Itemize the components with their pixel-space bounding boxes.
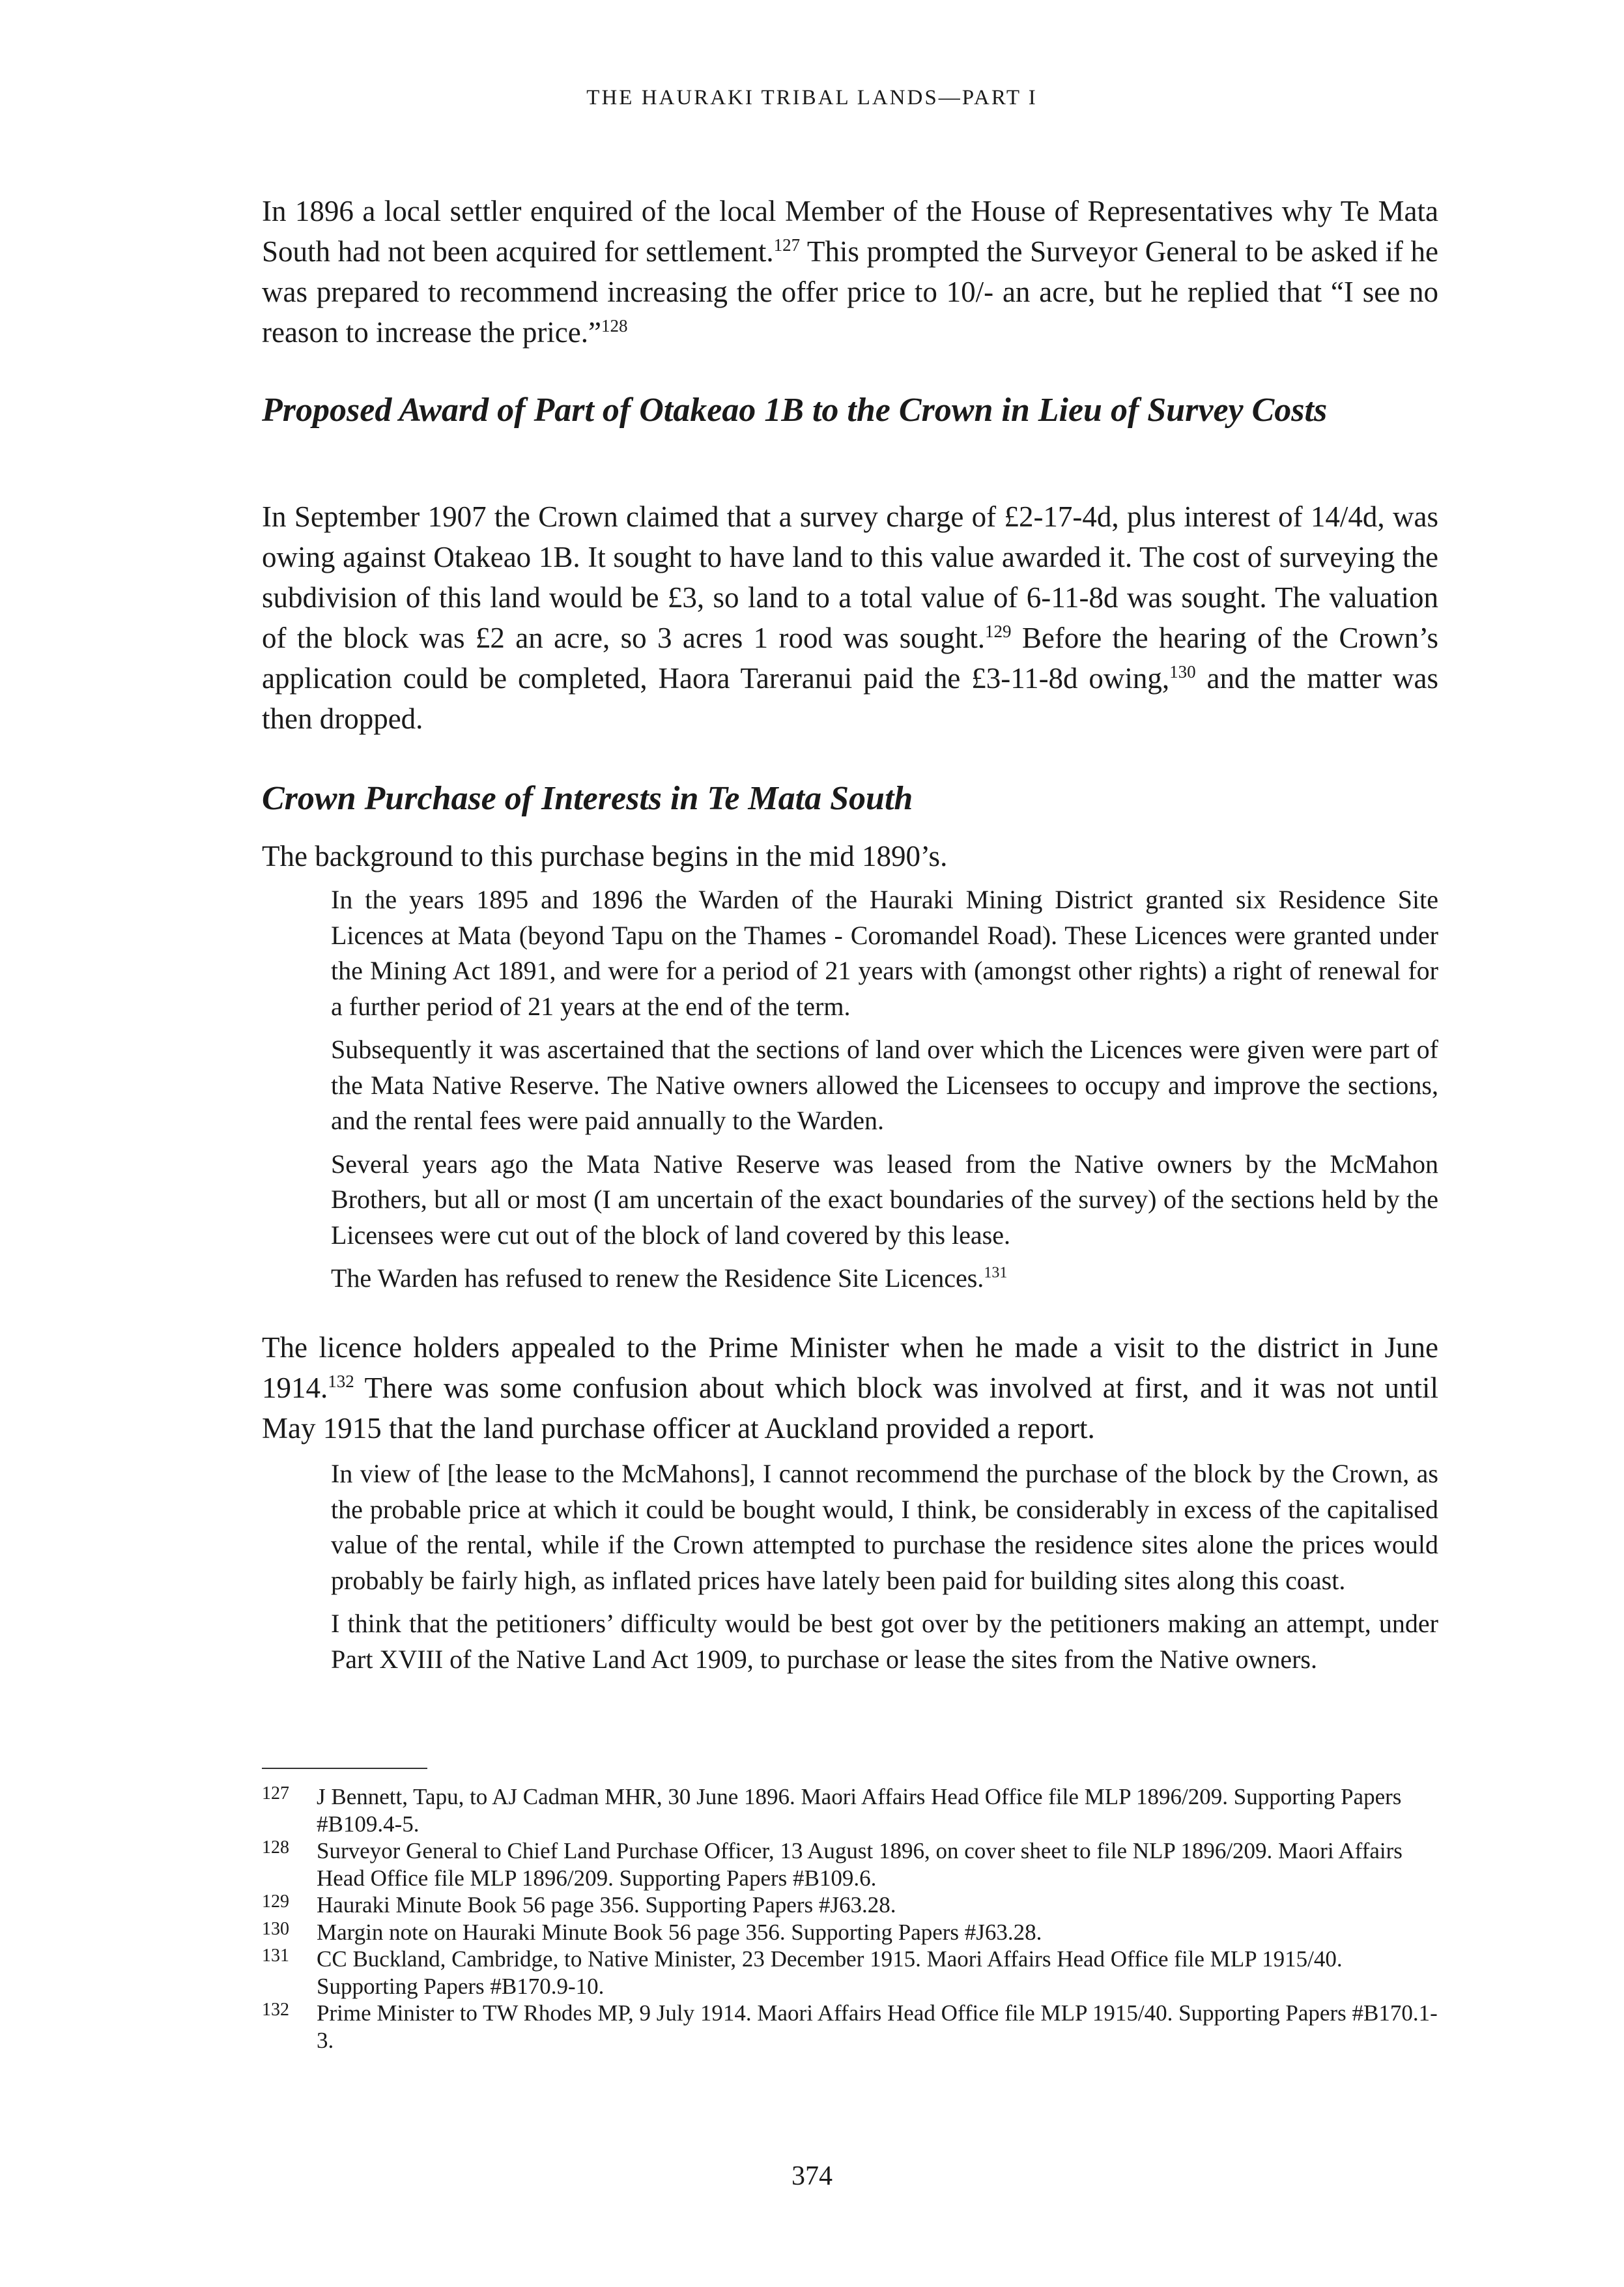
section-heading-te-mata-south: Crown Purchase of Interests in Te Mata South xyxy=(262,780,913,817)
footnote-ref-132[interactable]: 132 xyxy=(328,1372,354,1391)
paragraph-4-text-b: There was some confusion about which block was involved at first, and it was not until May 1915 that the land purchase officer at Auckland provided a report. xyxy=(262,1372,1438,1445)
paragraph-1-text-a: In 1896 a local settler enquired of the local Member of the House of Representatives why Te Mata South had not been acquired for settlement. xyxy=(262,195,1438,268)
footnote-number: 130 xyxy=(262,1918,289,1939)
footnote-text: CC Buckland, Cambridge, to Native Minister, 23 December 1915. Maori Affairs Head Office file MLP 1915/40. Supporting Papers #B170.9-10. xyxy=(317,1946,1343,1999)
footnote-number: 127 xyxy=(262,1783,289,1804)
quote-1-paragraph-2: Subsequently it was ascertained that the sections of land over which the Licences were given were part of the Mata Native Reserve. The Native owners allowed the Licensees to occupy and improve the sections, and the rental fees were paid annually to the Warden. xyxy=(331,1035,1438,1135)
paragraph-4-text-a: The licence holders appealed to the Prime Minister when he made a visit to the district in June 1914. xyxy=(262,1331,1438,1404)
block-quote-1 xyxy=(331,882,1438,1304)
page-number: 374 xyxy=(791,2161,833,2191)
footnote-132 xyxy=(262,2000,1438,2054)
paragraph-3 xyxy=(262,836,1438,876)
footnote-text: Surveyor General to Chief Land Purchase Officer, 13 August 1896, on cover sheet to file NLP 1896/209. Maori Affairs Head Office file MLP 1896/209. Supporting Papers #B109.6. xyxy=(317,1838,1403,1891)
paragraph-2-text-b: Before the hearing of the Crown’s application could be completed, Haora Tareranui paid the £3-11-8d owing, xyxy=(262,622,1438,695)
quote-1-paragraph-4: The Warden has refused to renew the Residence Site Licences. xyxy=(331,1263,984,1293)
footnote-129 xyxy=(262,1891,1438,1919)
quote-1-paragraph-3: Several years ago the Mata Native Reserve was leased from the Native owners by the McMahon Brothers, but all or most (I am uncertain of the exact boundaries of the survey) of the sections held by the Licensees were cut out of the block of land covered by this lease. xyxy=(331,1149,1438,1250)
paragraph-1-text-b: This prompted the Surveyor General to be asked if he was prepared to recommend increasing the offer price to 10/- an acre, but he replied that “I see no reason to increase the price.” xyxy=(262,235,1438,349)
paragraph-3-text: The background to this purchase begins in the mid 1890’s. xyxy=(262,840,948,872)
footnote-number: 129 xyxy=(262,1891,289,1912)
quote-1-paragraph-1: In the years 1895 and 1896 the Warden of the Hauraki Mining District granted six Residence Site Licences at Mata (beyond Tapu on the Thames - Coromandel Road). These Licences were granted under the Mining Act 1891, and were for a period of 21 years with (amongst other rights) a right of renewal for a further period of 21 years at the end of the term. xyxy=(331,885,1438,1021)
footnote-number: 131 xyxy=(262,1946,289,1966)
footnote-separator xyxy=(262,1768,427,1769)
paragraph-2-text-a: In September 1907 the Crown claimed that a survey charge of £2-17-4d, plus interest of 14/4d, was owing against Otakeao 1B. It sought to have land to this value awarded it. The cost of surveying the subdivision of this land would be £3, so land to a total value of 6-11-8d was sought. The valuation of the block was £2 an acre, so 3 acres 1 rood was sought. xyxy=(262,500,1438,654)
footnote-131 xyxy=(262,1946,1438,2000)
footnote-text: Hauraki Minute Book 56 page 356. Supporting Papers #J63.28. xyxy=(317,1892,896,1918)
footnote-127 xyxy=(262,1783,1438,1837)
footnote-ref-130[interactable]: 130 xyxy=(1169,662,1196,682)
quote-2-paragraph-2: I think that the petitioners’ difficulty would be best got over by the petitioners making an attempt, under Part XVIII of the Native Land Act 1909, to purchase or lease the sites from the Native owners. xyxy=(331,1609,1438,1674)
quote-2-paragraph-1: In view of [the lease to the McMahons], I cannot recommend the purchase of the block by the Crown, as the probable price at which it could be bought would, I think, be considerably in excess of the capitalised value of the rental, while if the Crown attempted to purchase the residence sites alone the prices would probably be fairly high, as inflated prices have lately been paid for building sites along this coast. xyxy=(331,1459,1438,1595)
footnote-text: Prime Minister to TW Rhodes MP, 9 July 1914. Maori Affairs Head Office file MLP 1915/40. Supporting Papers #B170.1-3. xyxy=(317,2000,1438,2053)
block-quote-2 xyxy=(331,1456,1438,1685)
footnote-128 xyxy=(262,1837,1438,1891)
paragraph-1 xyxy=(262,191,1438,352)
paragraph-2-text-c: and the matter was then dropped. xyxy=(262,662,1438,735)
footnote-ref-129[interactable]: 129 xyxy=(984,622,1012,641)
footnotes xyxy=(262,1783,1438,2054)
footnote-text: J Bennett, Tapu, to AJ Cadman MHR, 30 June 1896. Maori Affairs Head Office file MLP 1896/209. Supporting Papers #B109.4-5. xyxy=(317,1784,1402,1837)
footnote-number: 132 xyxy=(262,2000,289,2020)
paragraph-4 xyxy=(262,1327,1438,1448)
footnote-ref-128[interactable]: 128 xyxy=(601,316,628,336)
footnote-number: 128 xyxy=(262,1837,289,1858)
footnote-ref-131[interactable]: 131 xyxy=(984,1264,1008,1282)
paragraph-2 xyxy=(262,496,1438,739)
section-heading-otakeao: Proposed Award of Part of Otakeao 1B to the Crown in Lieu of Survey Costs xyxy=(262,392,1328,429)
footnote-text: Margin note on Hauraki Minute Book 56 page 356. Supporting Papers #J63.28. xyxy=(317,1919,1042,1945)
footnote-ref-127[interactable]: 127 xyxy=(773,235,801,255)
footnote-130 xyxy=(262,1919,1438,1946)
running-head: THE HAURAKI TRIBAL LANDS—PART I xyxy=(586,86,1038,109)
